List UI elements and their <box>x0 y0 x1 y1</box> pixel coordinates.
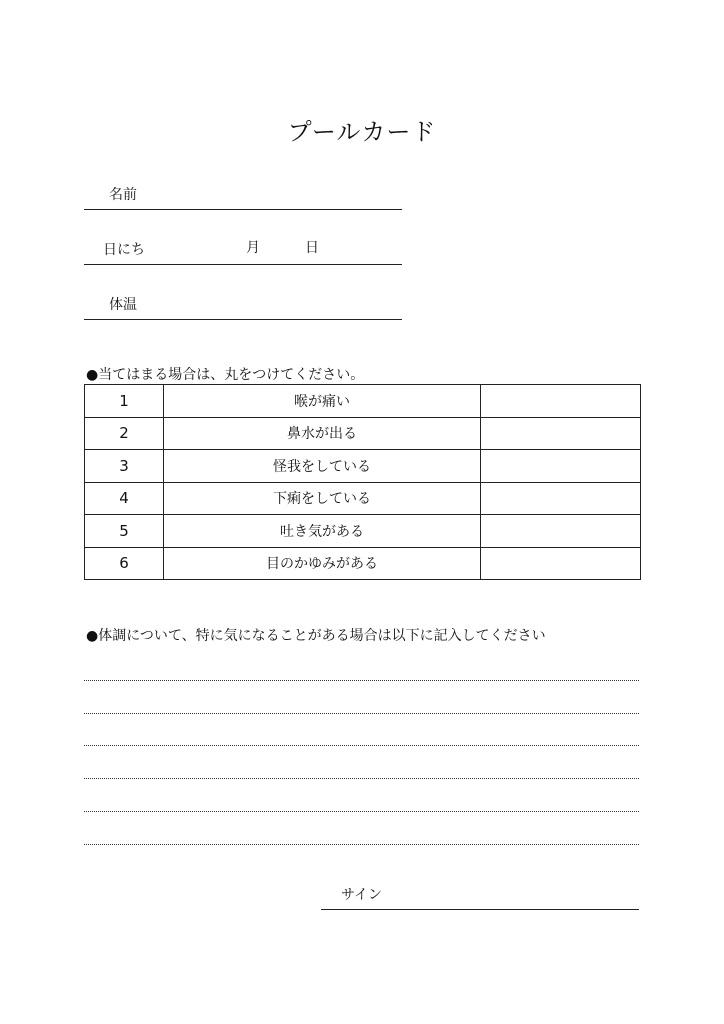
mark-cell[interactable] <box>481 385 641 418</box>
table-row <box>85 385 641 418</box>
symptom-label: 鼻水が出る <box>164 417 481 450</box>
table-row <box>85 417 641 450</box>
mark-cell[interactable] <box>481 547 641 580</box>
symptom-label: 怪我をしている <box>164 450 481 483</box>
notes-line[interactable] <box>84 713 639 714</box>
month-label: 月 <box>246 240 260 256</box>
notes-heading: ●体調について、特に気になることがある場合は以下に記入してください <box>86 628 546 644</box>
symptom-label: 吐き気がある <box>164 515 481 548</box>
checklist-heading: ●当てはまる場合は、丸をつけてください。 <box>86 367 365 383</box>
symptom-checklist-table <box>84 384 641 580</box>
page-title: プールカード <box>287 118 437 146</box>
mark-cell[interactable] <box>481 417 641 450</box>
symptom-label: 喉が痛い <box>164 385 481 418</box>
row-number: 2 <box>85 417 164 450</box>
mark-cell[interactable] <box>481 515 641 548</box>
symptom-label: 下痢をしている <box>164 482 481 515</box>
notes-line[interactable] <box>84 811 639 812</box>
date-input-line[interactable] <box>84 264 402 265</box>
table-row <box>85 547 641 580</box>
signature-label: サイン <box>341 887 383 903</box>
notes-line[interactable] <box>84 778 639 779</box>
symptom-label: 目のかゆみがある <box>164 547 481 580</box>
notes-line[interactable] <box>84 680 639 681</box>
row-number: 4 <box>85 482 164 515</box>
notes-line[interactable] <box>84 745 639 746</box>
row-number: 5 <box>85 515 164 548</box>
table-row <box>85 515 641 548</box>
mark-cell[interactable] <box>481 482 641 515</box>
name-label: 名前 <box>109 187 137 203</box>
mark-cell[interactable] <box>481 450 641 483</box>
signature-input-line[interactable] <box>321 909 639 910</box>
date-label: 日にち <box>103 242 145 258</box>
row-number: 6 <box>85 547 164 580</box>
row-number: 3 <box>85 450 164 483</box>
temperature-label: 体温 <box>109 297 137 313</box>
row-number: 1 <box>85 385 164 418</box>
table-row <box>85 482 641 515</box>
day-label: 日 <box>305 240 319 256</box>
notes-line[interactable] <box>84 844 639 845</box>
temperature-input-line[interactable] <box>84 319 402 320</box>
name-input-line[interactable] <box>84 209 402 210</box>
table-row <box>85 450 641 483</box>
